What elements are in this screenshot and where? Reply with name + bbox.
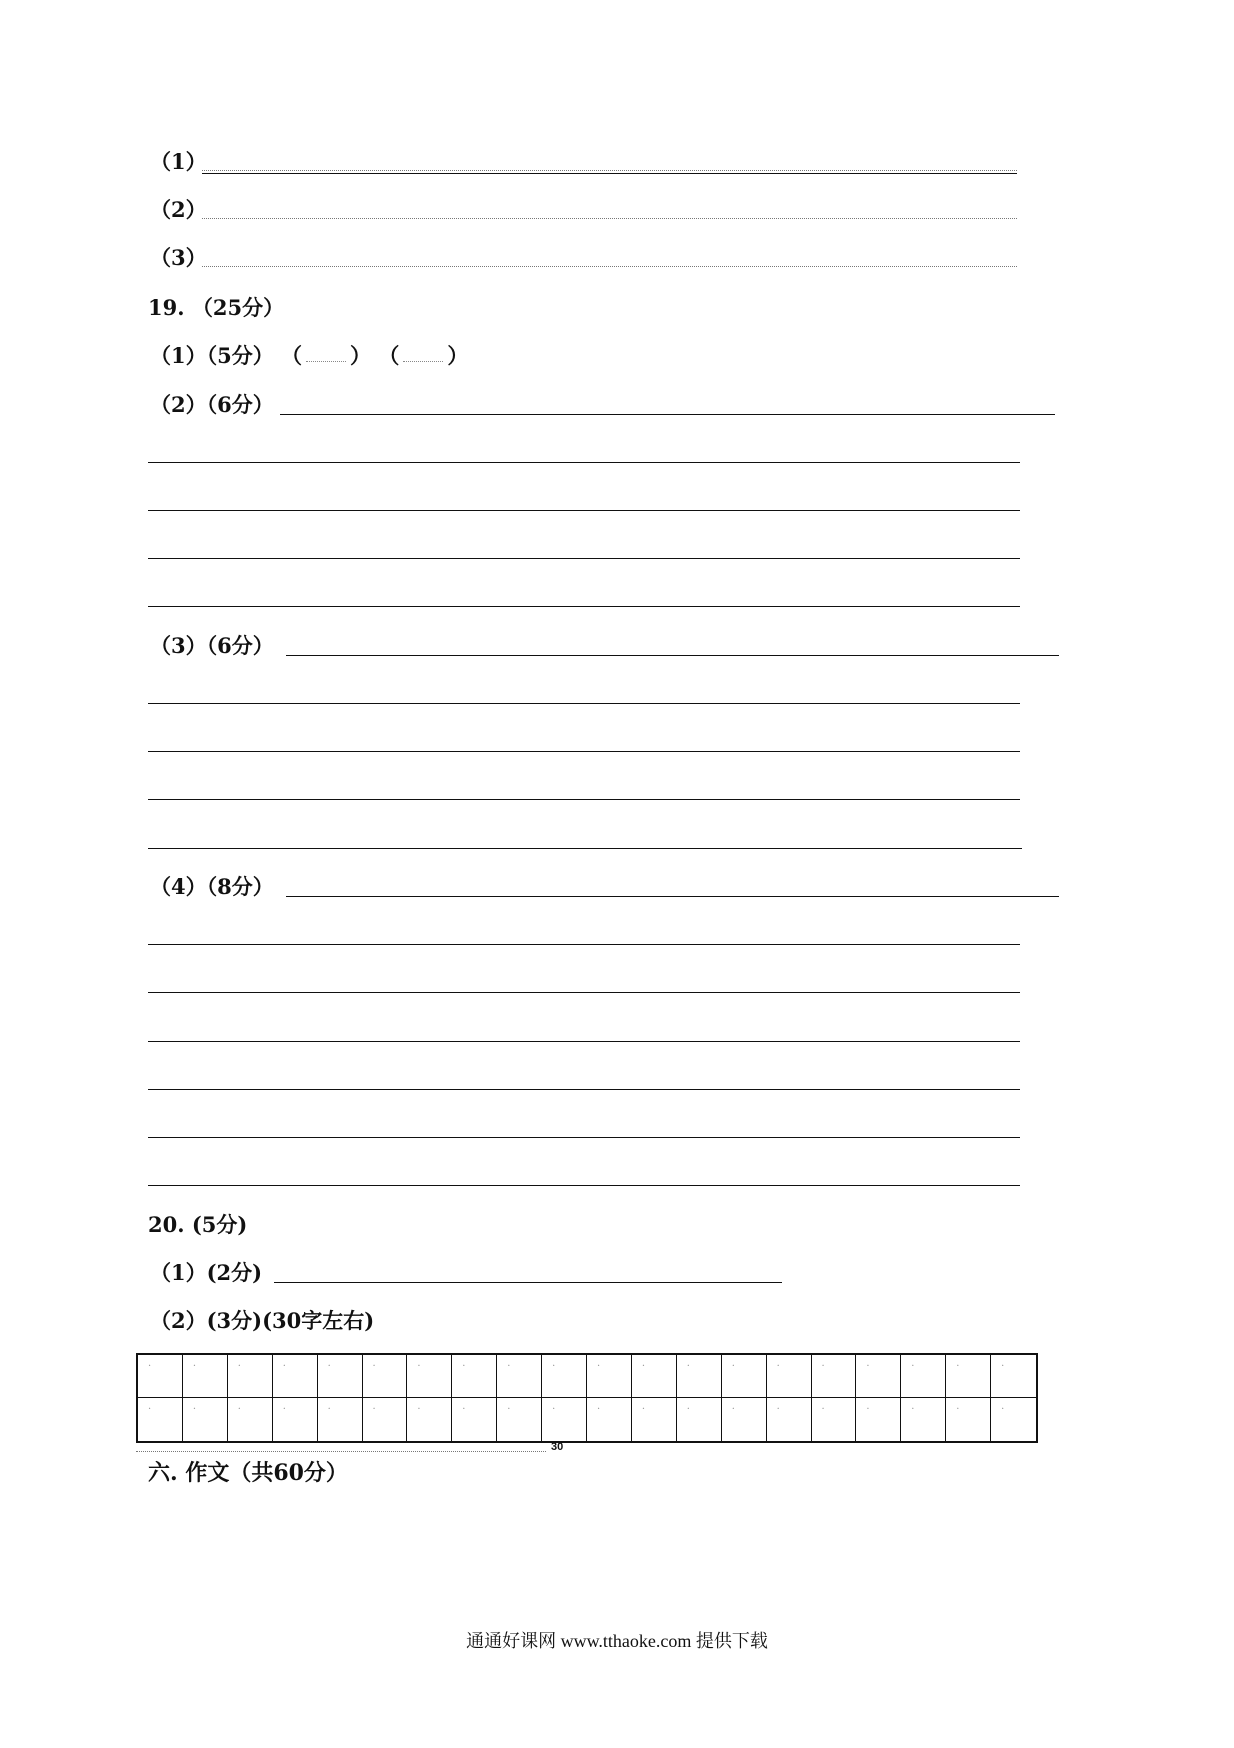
grid-cell[interactable] (273, 1355, 318, 1398)
q19-part3-answer-line-3[interactable] (148, 751, 1020, 752)
grid-count-label: 30 (551, 1441, 564, 1453)
q18-item-1-answer-underline (202, 173, 1017, 174)
grid-cell[interactable] (812, 1398, 857, 1441)
q19-part1-text: （1）（5分） (150, 343, 274, 368)
grid-cell[interactable] (767, 1355, 812, 1398)
grid-cell[interactable] (273, 1398, 318, 1441)
grid-cell[interactable] (991, 1398, 1036, 1441)
q19-part4-answer-line-5[interactable] (148, 1089, 1020, 1090)
footer-credit: 通通好课网 www.tthaoke.com 提供下载 (466, 1631, 768, 1651)
q19-part4-answer-line-2[interactable] (148, 944, 1020, 945)
grid-cell[interactable] (497, 1355, 542, 1398)
q20-part1-answer-line[interactable] (274, 1282, 782, 1283)
grid-cell[interactable] (452, 1355, 497, 1398)
grid-cell[interactable] (722, 1355, 767, 1398)
grid-cell[interactable] (183, 1355, 228, 1398)
q20-answer-grid[interactable] (136, 1353, 1038, 1443)
q19-part4-answer-line-1[interactable] (286, 896, 1059, 897)
q19-part3-label: （3）（6分） (150, 633, 274, 658)
grid-cell[interactable] (452, 1398, 497, 1441)
q20-part2-label: （2）(3分)(30字左右) (150, 1308, 375, 1333)
q19-part3-answer-line-4[interactable] (148, 799, 1020, 800)
grid-cell[interactable] (318, 1398, 363, 1441)
grid-cell[interactable] (138, 1355, 183, 1398)
grid-cell[interactable] (228, 1398, 273, 1441)
q20-header: 20. (5分) (148, 1212, 248, 1237)
q18-item-2-label: （2） (150, 197, 207, 222)
grid-cell[interactable] (542, 1398, 587, 1441)
q19-part4-label: （4）（8分） (150, 874, 274, 899)
grid-cell[interactable] (497, 1398, 542, 1441)
grid-cell[interactable] (318, 1355, 363, 1398)
q19-part1-blank-b[interactable]: （ ） (378, 343, 469, 368)
q18-item-1-answer-line[interactable] (202, 170, 1017, 171)
q19-part4-answer-line-4[interactable] (148, 1041, 1020, 1042)
q18-item-3-answer-line[interactable] (202, 266, 1017, 267)
q19-part2-answer-line-3[interactable] (148, 510, 1020, 511)
grid-cell[interactable] (228, 1355, 273, 1398)
grid-cell[interactable] (812, 1355, 857, 1398)
q19-part4-answer-line-7[interactable] (148, 1185, 1020, 1186)
q19-part3-answer-line-2[interactable] (148, 703, 1020, 704)
q19-header: 19. （25分） (148, 295, 285, 320)
q19-part3-answer-line-5[interactable] (148, 848, 1022, 849)
grid-cell[interactable] (363, 1355, 408, 1398)
q19-part2-answer-line-1[interactable] (280, 414, 1055, 415)
grid-cell[interactable] (407, 1355, 452, 1398)
grid-cell[interactable] (542, 1355, 587, 1398)
grid-cell[interactable] (946, 1398, 991, 1441)
grid-cell[interactable] (138, 1398, 183, 1441)
grid-cell[interactable] (991, 1355, 1036, 1398)
q18-item-1-label: （1） (150, 149, 207, 174)
q19-part2-answer-line-5[interactable] (148, 606, 1020, 607)
grid-cell[interactable] (632, 1398, 677, 1441)
q19-part3-answer-line-1[interactable] (286, 655, 1059, 656)
q18-item-3-label: （3） (150, 245, 207, 270)
grid-cell[interactable] (587, 1398, 632, 1441)
section6-header: 六. 作文（共60分） (148, 1460, 348, 1486)
grid-cell[interactable] (677, 1398, 722, 1441)
q19-part2-answer-line-4[interactable] (148, 558, 1020, 559)
grid-cell[interactable] (632, 1355, 677, 1398)
q19-part2-label: （2）（6分） (150, 392, 274, 417)
grid-cell[interactable] (363, 1398, 408, 1441)
grid-cell[interactable] (587, 1355, 632, 1398)
grid-cell[interactable] (856, 1398, 901, 1441)
grid-cell[interactable] (407, 1398, 452, 1441)
grid-cell[interactable] (767, 1398, 812, 1441)
q18-item-2-answer-line[interactable] (202, 218, 1017, 219)
grid-cell[interactable] (183, 1398, 228, 1441)
grid-count-dotted-rule (136, 1451, 546, 1452)
grid-cell[interactable] (677, 1355, 722, 1398)
q19-part1-label (150, 344, 468, 368)
grid-cell[interactable] (901, 1355, 946, 1398)
grid-cell[interactable] (901, 1398, 946, 1441)
q19-part4-answer-line-3[interactable] (148, 992, 1020, 993)
grid-cell[interactable] (856, 1355, 901, 1398)
q20-part1-label: （1）(2分) (150, 1260, 263, 1285)
q19-part1-blank-a[interactable]: （ ） (281, 343, 372, 368)
grid-cell[interactable] (946, 1355, 991, 1398)
grid-cell[interactable] (722, 1398, 767, 1441)
q19-part4-answer-line-6[interactable] (148, 1137, 1020, 1138)
q19-part2-answer-line-2[interactable] (148, 462, 1020, 463)
